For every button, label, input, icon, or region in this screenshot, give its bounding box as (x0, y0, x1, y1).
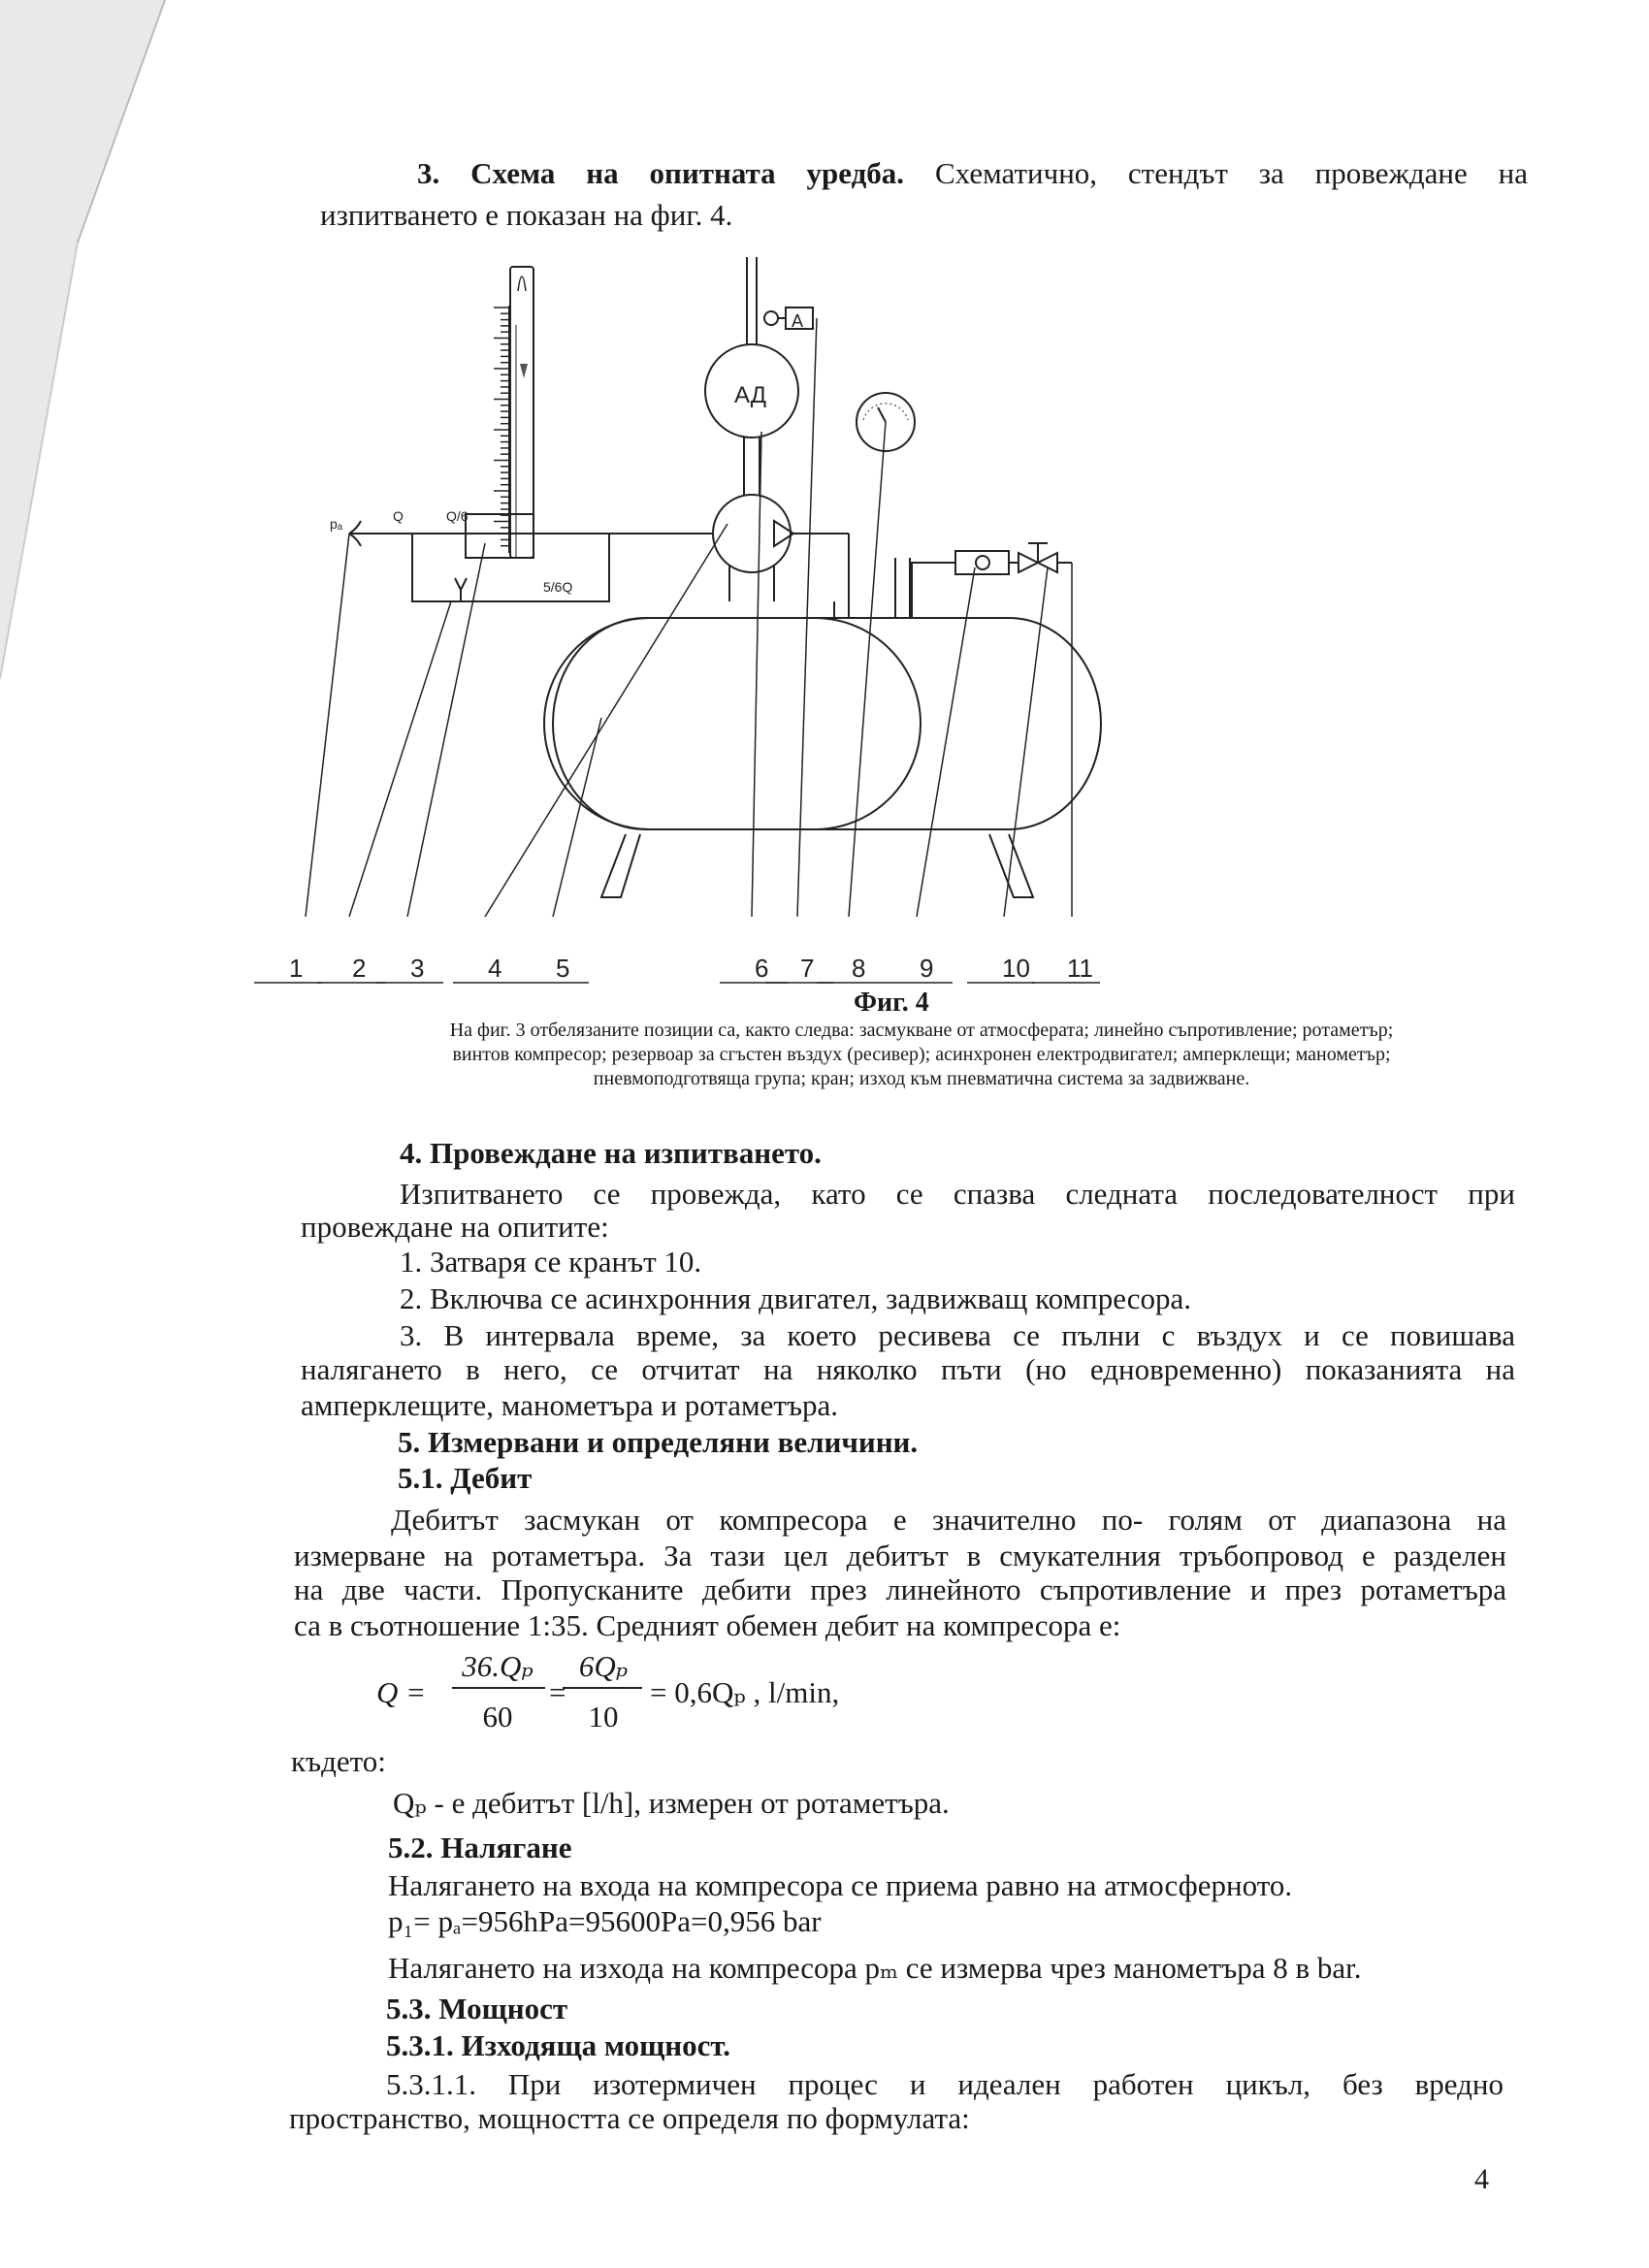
section3-line1-text: Схематично, стендът за провеждане на (934, 156, 1529, 190)
figure-title: Фиг. 4 (854, 988, 929, 1018)
formula-lhs: Q = (376, 1675, 427, 1709)
section5-sub3: 5.3. Мощност (386, 1992, 568, 2025)
callout-4: 4 (488, 954, 502, 983)
where-definition: Qₚ - е дебитът [l/h], измерен от ротаметъра. (393, 1786, 950, 1820)
section4-intro1: Изпитването се провежда, като се спазва следната последователност при (400, 1177, 1515, 1211)
section5-p2-line2: p₁= pₐ=956hPa=95600Pa=0,956 bar (388, 1904, 822, 1938)
label-q: Q (393, 508, 404, 524)
section4-step2: 2. Включва се асинхронния двигател, задвижващ компресора. (400, 1281, 1192, 1315)
motor-ad (705, 257, 813, 495)
section5-p1-line4: са в съотношение 1:35. Средният обемен дебит на компресора е: (294, 1608, 1121, 1642)
callout-9: 9 (920, 954, 934, 983)
section5-p1-line1: Дебитът засмукан от компресора е значително по- голям от диапазона на (391, 1503, 1506, 1537)
section3-line2: изпитването е показан на фиг. 4. (320, 198, 733, 232)
section5-sub1: 5.1. Дебит (398, 1461, 533, 1495)
section5-p3-line1: 5.3.1.1. При изотермичен процес и идеален работен цикъл, без вредно (386, 2067, 1504, 2101)
formula-fraction-bar-2 (563, 1687, 642, 1689)
inlet-piping (349, 521, 624, 601)
figure-caption-line1: На фиг. 3 отбелязаните позиции са, както следва: засмукване от атмосферата; линейно съпротивление; ротаметър; (449, 1020, 1394, 1041)
callout-11: 11 (1067, 954, 1093, 983)
callout-7: 7 (800, 954, 815, 983)
receiver-tank (544, 558, 1101, 897)
section5-p1-line2: измерване на ротаметъра. За тази цел дебитът в смукателния тръбопровод е разделен (294, 1539, 1506, 1572)
callout-6: 6 (755, 954, 769, 983)
figure-caption-line3: пневмоподготвяща група; кран; изход към пневматична система за задвижване. (593, 1068, 1250, 1089)
section4-step3-line1: 3. В интервала време, за което ресивева се пълни с въздух и се повишава (400, 1318, 1515, 1352)
section4-step1: 1. Затваря се кранът 10. (400, 1245, 702, 1279)
formula-num1: 36.Qₚ (462, 1649, 534, 1683)
label-q6: Q/6 (446, 508, 469, 524)
label-ammeter: А (792, 311, 804, 331)
formula-fraction-bar-1 (452, 1687, 545, 1689)
section5-p2-line1: Налягането на входа на компресора се приема равно на атмосферното. (388, 1868, 1293, 1902)
section3-heading: 3. Схема на опитната уредба. (417, 156, 905, 190)
formula-den1: 60 (482, 1700, 513, 1733)
section4-heading: 4. Провеждане на изпитването. (400, 1136, 822, 1170)
compressor (609, 495, 849, 601)
figure-4-schematic (289, 267, 1436, 1004)
section3-line1 (417, 155, 1528, 192)
section5-p2-line3: Налягането на изхода на компресора pₘ се измерва чрез манометъра 8 в bar. (388, 1951, 1362, 1985)
section5-sub31: 5.3.1. Изходяща мощност. (386, 2028, 731, 2062)
label-motor: АД (734, 382, 767, 408)
callout-8: 8 (852, 954, 866, 983)
label-q56: 5/6Q (543, 579, 573, 595)
callout-10: 10 (1002, 954, 1030, 983)
callout-5: 5 (556, 954, 570, 983)
label-pa: pₐ (330, 516, 342, 532)
formula-num2: 6Qₚ (578, 1649, 629, 1683)
where-label: където: (291, 1744, 386, 1778)
section5-sub2: 5.2. Налягане (388, 1831, 572, 1864)
callout-1: 1 (289, 954, 304, 983)
section5-p3-line2: пространство, мощността се определя по формулата: (289, 2101, 970, 2135)
section4-step3-line3: амперклещите, манометъра и ротаметъра. (301, 1388, 838, 1422)
formula-eq2: = (549, 1675, 566, 1709)
callout-3: 3 (410, 954, 425, 983)
section5-p1-line3: на две части. Пропусканите дебити през линейното съпротивление и през ротаметъра (294, 1572, 1506, 1606)
section4-intro2: провеждане на опитите: (301, 1210, 609, 1244)
callout-2: 2 (352, 954, 367, 983)
rotameter (466, 267, 534, 558)
formula-rhs: = 0,6Qₚ , l/min, (650, 1675, 840, 1709)
page-corner-shadow (0, 0, 213, 2268)
air-prep-unit (912, 551, 1018, 618)
section4-step3-line2: налягането в него, се отчитат на няколко пъти (но едновременно) показанията на (301, 1352, 1515, 1386)
valve (1018, 543, 1072, 572)
formula-den2: 10 (588, 1700, 619, 1733)
page-number: 4 (1474, 2163, 1489, 2195)
section5-heading: 5. Измервани и определяни величини. (398, 1425, 919, 1459)
figure-caption-line2: винтов компресор; резервоар за сгъстен въздух (ресивер); асинхронен електродвигател; амперклещи; манометър; (452, 1044, 1391, 1065)
